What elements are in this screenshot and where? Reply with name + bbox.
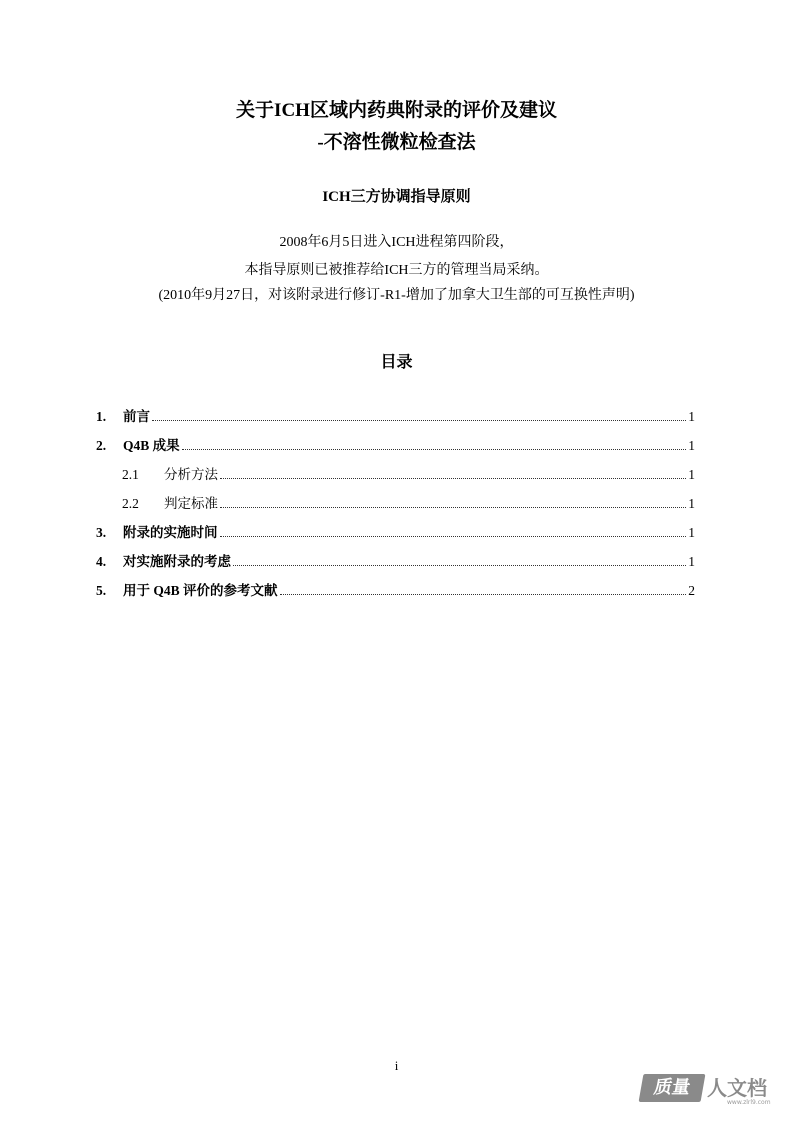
- toc-entry-5[interactable]: [96, 570, 695, 599]
- toc-entry-2-1[interactable]: [96, 454, 695, 483]
- toc-leader-dots: [220, 477, 686, 479]
- toc-leader-dots: [280, 593, 687, 595]
- toc-entry-number: 1.: [96, 409, 107, 424]
- watermark-url: www.zlrl9.com: [727, 1099, 771, 1106]
- toc-entry-label: 对实施附录的考虑: [123, 554, 231, 569]
- watermark-logo: [641, 1072, 781, 1108]
- toc-entry-page: 2: [688, 583, 695, 598]
- toc-entry-label: 用于 Q4B 评价的参考文献: [123, 583, 278, 598]
- toc-entry-label: 分析方法: [164, 467, 218, 482]
- toc-leader-dots: [233, 564, 686, 566]
- toc-entry-page: 1: [688, 467, 695, 482]
- watermark-text: 人文档: [707, 1076, 767, 1100]
- toc-entry-label: 附录的实施时间: [123, 525, 218, 540]
- document-subtitle: ICH三方协调指导原则: [322, 189, 471, 205]
- table-of-contents: [96, 396, 695, 599]
- toc-entry-3[interactable]: [96, 512, 695, 541]
- toc-entry-page: 1: [688, 438, 695, 453]
- toc-entry-1[interactable]: [96, 396, 695, 425]
- toc-entry-number: 2.: [96, 438, 107, 453]
- toc-leader-dots: [152, 419, 686, 421]
- document-title-line2: -不溶性微粒检查法: [317, 132, 476, 153]
- toc-entry-number: 3.: [96, 525, 107, 540]
- toc-entry-number: 5.: [96, 583, 107, 598]
- toc-entry-label: 判定标准: [164, 496, 218, 511]
- toc-entry-page: 1: [688, 554, 695, 569]
- info-line-3: (2010年9月27日，对该附录进行修订-R1-增加了加拿大卫生部的可互换性声明): [158, 288, 635, 303]
- page-number: i: [394, 1058, 399, 1073]
- toc-entry-4[interactable]: [96, 541, 695, 570]
- toc-leader-dots: [182, 448, 687, 450]
- toc-entry-page: 1: [688, 496, 695, 511]
- toc-entry-2-2[interactable]: [96, 483, 695, 512]
- toc-entry-2[interactable]: [96, 425, 695, 454]
- toc-leader-dots: [220, 535, 687, 537]
- toc-leader-dots: [220, 506, 686, 508]
- toc-entry-number: 4.: [96, 554, 107, 569]
- toc-entry-label: 前言: [123, 409, 150, 424]
- toc-entry-number: 2.1: [122, 467, 139, 482]
- toc-entry-page: 1: [688, 409, 695, 424]
- toc-entry-label: Q4B 成果: [123, 438, 180, 453]
- info-line-1: 2008年6月5日进入ICH进程第四阶段，: [279, 235, 514, 250]
- toc-title: 目录: [380, 354, 413, 371]
- watermark-box-text: 质量: [639, 1074, 706, 1102]
- info-line-2: 本指导原则已被推荐给ICH三方的管理当局采纳。: [244, 263, 549, 278]
- toc-entry-page: 1: [688, 525, 695, 540]
- document-title-line1: 关于ICH区域内药典附录的评价及建议: [236, 100, 557, 121]
- toc-entry-number: 2.2: [122, 496, 139, 511]
